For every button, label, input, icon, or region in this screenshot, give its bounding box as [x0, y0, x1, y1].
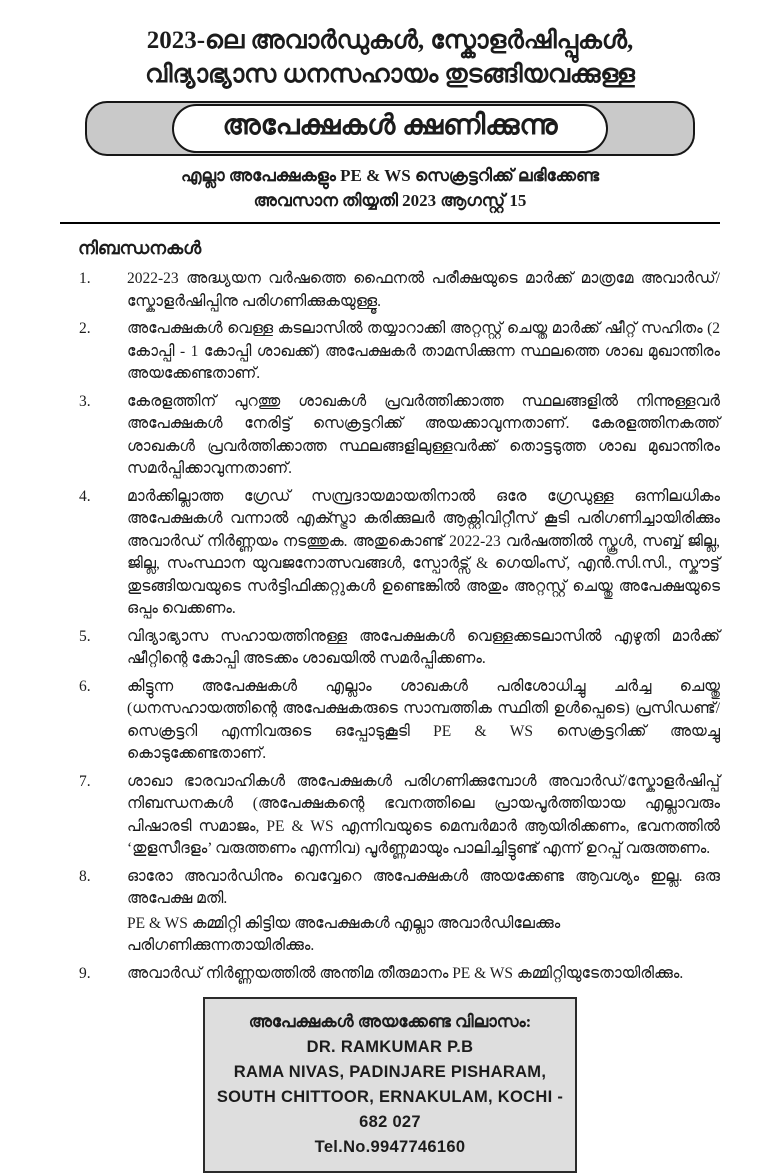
condition-text: കിട്ടുന്ന അപേക്ഷകൾ എല്ലാം ശാഖകൾ പരിശോധിച്ചു ചർച്ച ചെയ്തു (ധനസഹായത്തിന്റെ അപേക്ഷകരുടെ സാമ്പത്തിക സ്ഥിതി ഉൾപ്പെടെ) പ്രസിഡണ്ട്/സെക്രട്ടറി എന്നിവരുടെ ഒപ്പോടുകൂടി PE & WS സെക്രട്ടറിക്ക് അയച്ചു കൊടുക്കേണ്ടതാണ്.: [127, 677, 720, 762]
condition-number: 9.: [79, 964, 91, 982]
invitation-banner-text: അപേക്ഷകൾ ക്ഷണിക്കുന്നു: [222, 110, 558, 141]
condition-text: അവാർഡ് നിർണ്ണയത്തിൽ അന്തിമ തീരുമാനം PE & WS കമ്മിറ്റിയുടേതായിരിക്കും.: [127, 964, 684, 982]
condition-item: [60, 866, 720, 958]
page-title-line1: 2023-ലെ അവാർഡുകൾ, സ്കോളർഷിപ്പുകൾ,: [146, 27, 634, 54]
condition-body: [127, 391, 720, 481]
address-line: DR. RAMKUMAR P.B: [306, 1038, 474, 1056]
condition-item: [60, 676, 720, 766]
address-line: RAMA NIVAS, PADINJARE PISHARAM,: [233, 1063, 547, 1081]
condition-item: [60, 626, 720, 671]
condition-body: [127, 626, 720, 671]
address-lines: [215, 1035, 565, 1160]
condition-number: 1.: [79, 270, 91, 287]
condition-text: ശാഖാ ഭാരവാഹികൾ അപേക്ഷകൾ പരിഗണിക്കുമ്പോൾ അവാർഡ്/സ്കോളർഷിപ്പ് നിബന്ധനകൾ (അപേക്ഷകന്റെ ഭവനത്തിലെ പ്രായപൂർത്തിയായ എല്ലാവരും പിഷാരടി സമാജം, PE & WS എന്നിവയുടെ മെമ്പർമാർ ആയിരിക്കണം, ഭവനത്തിൽ ‘തുളസീദളം’ വരുത്തണം എന്നിവ) പൂർണ്ണമായും പാലിച്ചിട്ടുണ്ട് എന്ന് ഉറപ്പ് വരുത്തണം.: [127, 772, 720, 857]
condition-body: [127, 486, 720, 621]
condition-number: 4.: [79, 487, 91, 505]
condition-number: 3.: [79, 392, 91, 410]
header-divider: [60, 222, 720, 224]
condition-text: അപേക്ഷകൾ വെള്ള കടലാസിൽ തയ്യാറാക്കി അറ്റസ്റ്റ് ചെയ്ത മാർക്ക് ഷീറ്റ് സഹിതം (2 കോപ്പി - 1 കോപ്പി ശാഖക്ക്) അപേക്ഷകർ താമസിക്കുന്ന സ്ഥലത്തെ ശാഖ മുഖാന്തിരം അയക്കേണ്ടതാണ്.: [127, 320, 720, 382]
page-title-line2: വിദ്യാഭ്യാസ ധനസഹായം തുടങ്ങിയവക്കുള്ള: [145, 61, 635, 88]
conditions-list: [60, 268, 720, 985]
condition-text: ഓരോ അവാർഡിനും വെവ്വേറെ അപേക്ഷകൾ അയക്കേണ്ട ആവശ്യം ഇല്ല. ഒരു അപേക്ഷ മതി.: [127, 867, 720, 907]
condition-body: [127, 268, 720, 313]
condition-number: 6.: [79, 677, 91, 695]
address-box-heading: അപേക്ഷകൾ അയക്കേണ്ട വിലാസം:: [248, 1012, 532, 1031]
subtitle-deadline-line: അവസാന തിയ്യതി 2023 ആഗസ്റ്റ് 15: [253, 191, 527, 210]
condition-body: [127, 866, 720, 958]
invitation-banner-capsule: [172, 104, 608, 153]
condition-text: മാർക്കില്ലാത്ത ഗ്രേഡ് സമ്പ്രദായമായതിനാൽ ഒരേ ഗ്രേഡുള്ള ഒന്നിലധികം അപേക്ഷകൾ വന്നാൽ എക്സ്ട്രാ കരിക്കുലർ ആക്റ്റിവിറ്റീസ് കൂടി പരിഗണിച്ചായിരിക്കും അവാർഡ് നിർണ്ണയം നടത്തുക. അതുകൊണ്ട് 2022-23 വർഷത്തിൽ സ്കൂൾ, സബ്ബ് ജില്ല, ജില്ല, സംസ്ഥാന യുവജനോത്സവങ്ങൾ, സ്പോർട്സ് & ഗെയിംസ്, എൻ.സി.സി., സ്കൗട്ട് തുടങ്ങിയവയുടെ സർട്ടിഫിക്കറ്റുകൾ ഉണ്ടെങ്കിൽ അതും അറ്റസ്റ്റ് ചെയ്തു അപേക്ഷയുടെ ഒപ്പം വെക്കണം.: [127, 487, 720, 617]
condition-number: 7.: [79, 772, 91, 790]
condition-item: [60, 771, 720, 861]
address-line: SOUTH CHITTOOR, ERNAKULAM, KOCHI - 682 027: [216, 1088, 564, 1131]
condition-body: [127, 676, 720, 766]
condition-text: 2022-23 അദ്ധ്യയന വർഷത്തെ ഫൈനൽ പരീക്ഷയുടെ മാർക്ക് മാത്രമേ അവാർഡ്/സ്കോളർഷിപ്പിനു പരിഗണിക്കുകയുള്ളൂ.: [127, 270, 720, 310]
condition-text: വിദ്യാഭ്യാസ സഹായത്തിനുള്ള അപേക്ഷകൾ വെള്ളക്കടലാസിൽ എഴുതി മാർക്ക് ഷീറ്റിന്റെ കോപ്പി അടക്കം ശാഖയിൽ സമർപ്പിക്കണം.: [127, 627, 720, 667]
address-box: [203, 997, 577, 1173]
condition-item: [60, 391, 720, 481]
condition-item: [60, 268, 720, 313]
address-line: Tel.No.9947746160: [314, 1138, 466, 1156]
condition-text: കേരളത്തിന് പുറത്തു ശാഖകൾ പ്രവർത്തിക്കാത്ത സ്ഥലങ്ങളിൽ നിന്നുള്ളവർ അപേക്ഷകൾ നേരിട്ട് സെക്രട്ടറിക്ക് അയക്കാവുന്നതാണ്. കേരളത്തിനകത്ത് ശാഖകൾ പ്രവർത്തിക്കാത്ത സ്ഥലങ്ങളിലുള്ളവർക്ക് തൊട്ടടുത്ത ശാഖ മുഖാന്തിരം സമർപ്പിക്കാവുന്നതാണ്.: [127, 392, 720, 477]
condition-number: 5.: [79, 627, 91, 645]
condition-item: [60, 318, 720, 386]
condition-body: [127, 771, 720, 861]
condition-body: [127, 963, 720, 986]
conditions-heading: നിബന്ധനകൾ: [78, 238, 202, 258]
condition-item: [60, 963, 720, 986]
condition-extra: PE & WS കമ്മിറ്റി കിട്ടിയ അപേക്ഷകൾ എല്ലാ അവാർഡിലേക്കും പരിഗണിക്കുന്നതായിരിക്കും.: [127, 914, 561, 954]
condition-number: 2.: [79, 320, 91, 337]
subtitle-recipient-line: എല്ലാ അപേക്ഷകളും PE & WS സെക്രട്ടറിക്ക് ലഭിക്കേണ്ട: [181, 166, 599, 185]
invitation-banner: [85, 101, 695, 156]
condition-number: 8.: [79, 867, 91, 885]
condition-item: [60, 486, 720, 621]
condition-body: [127, 318, 720, 386]
